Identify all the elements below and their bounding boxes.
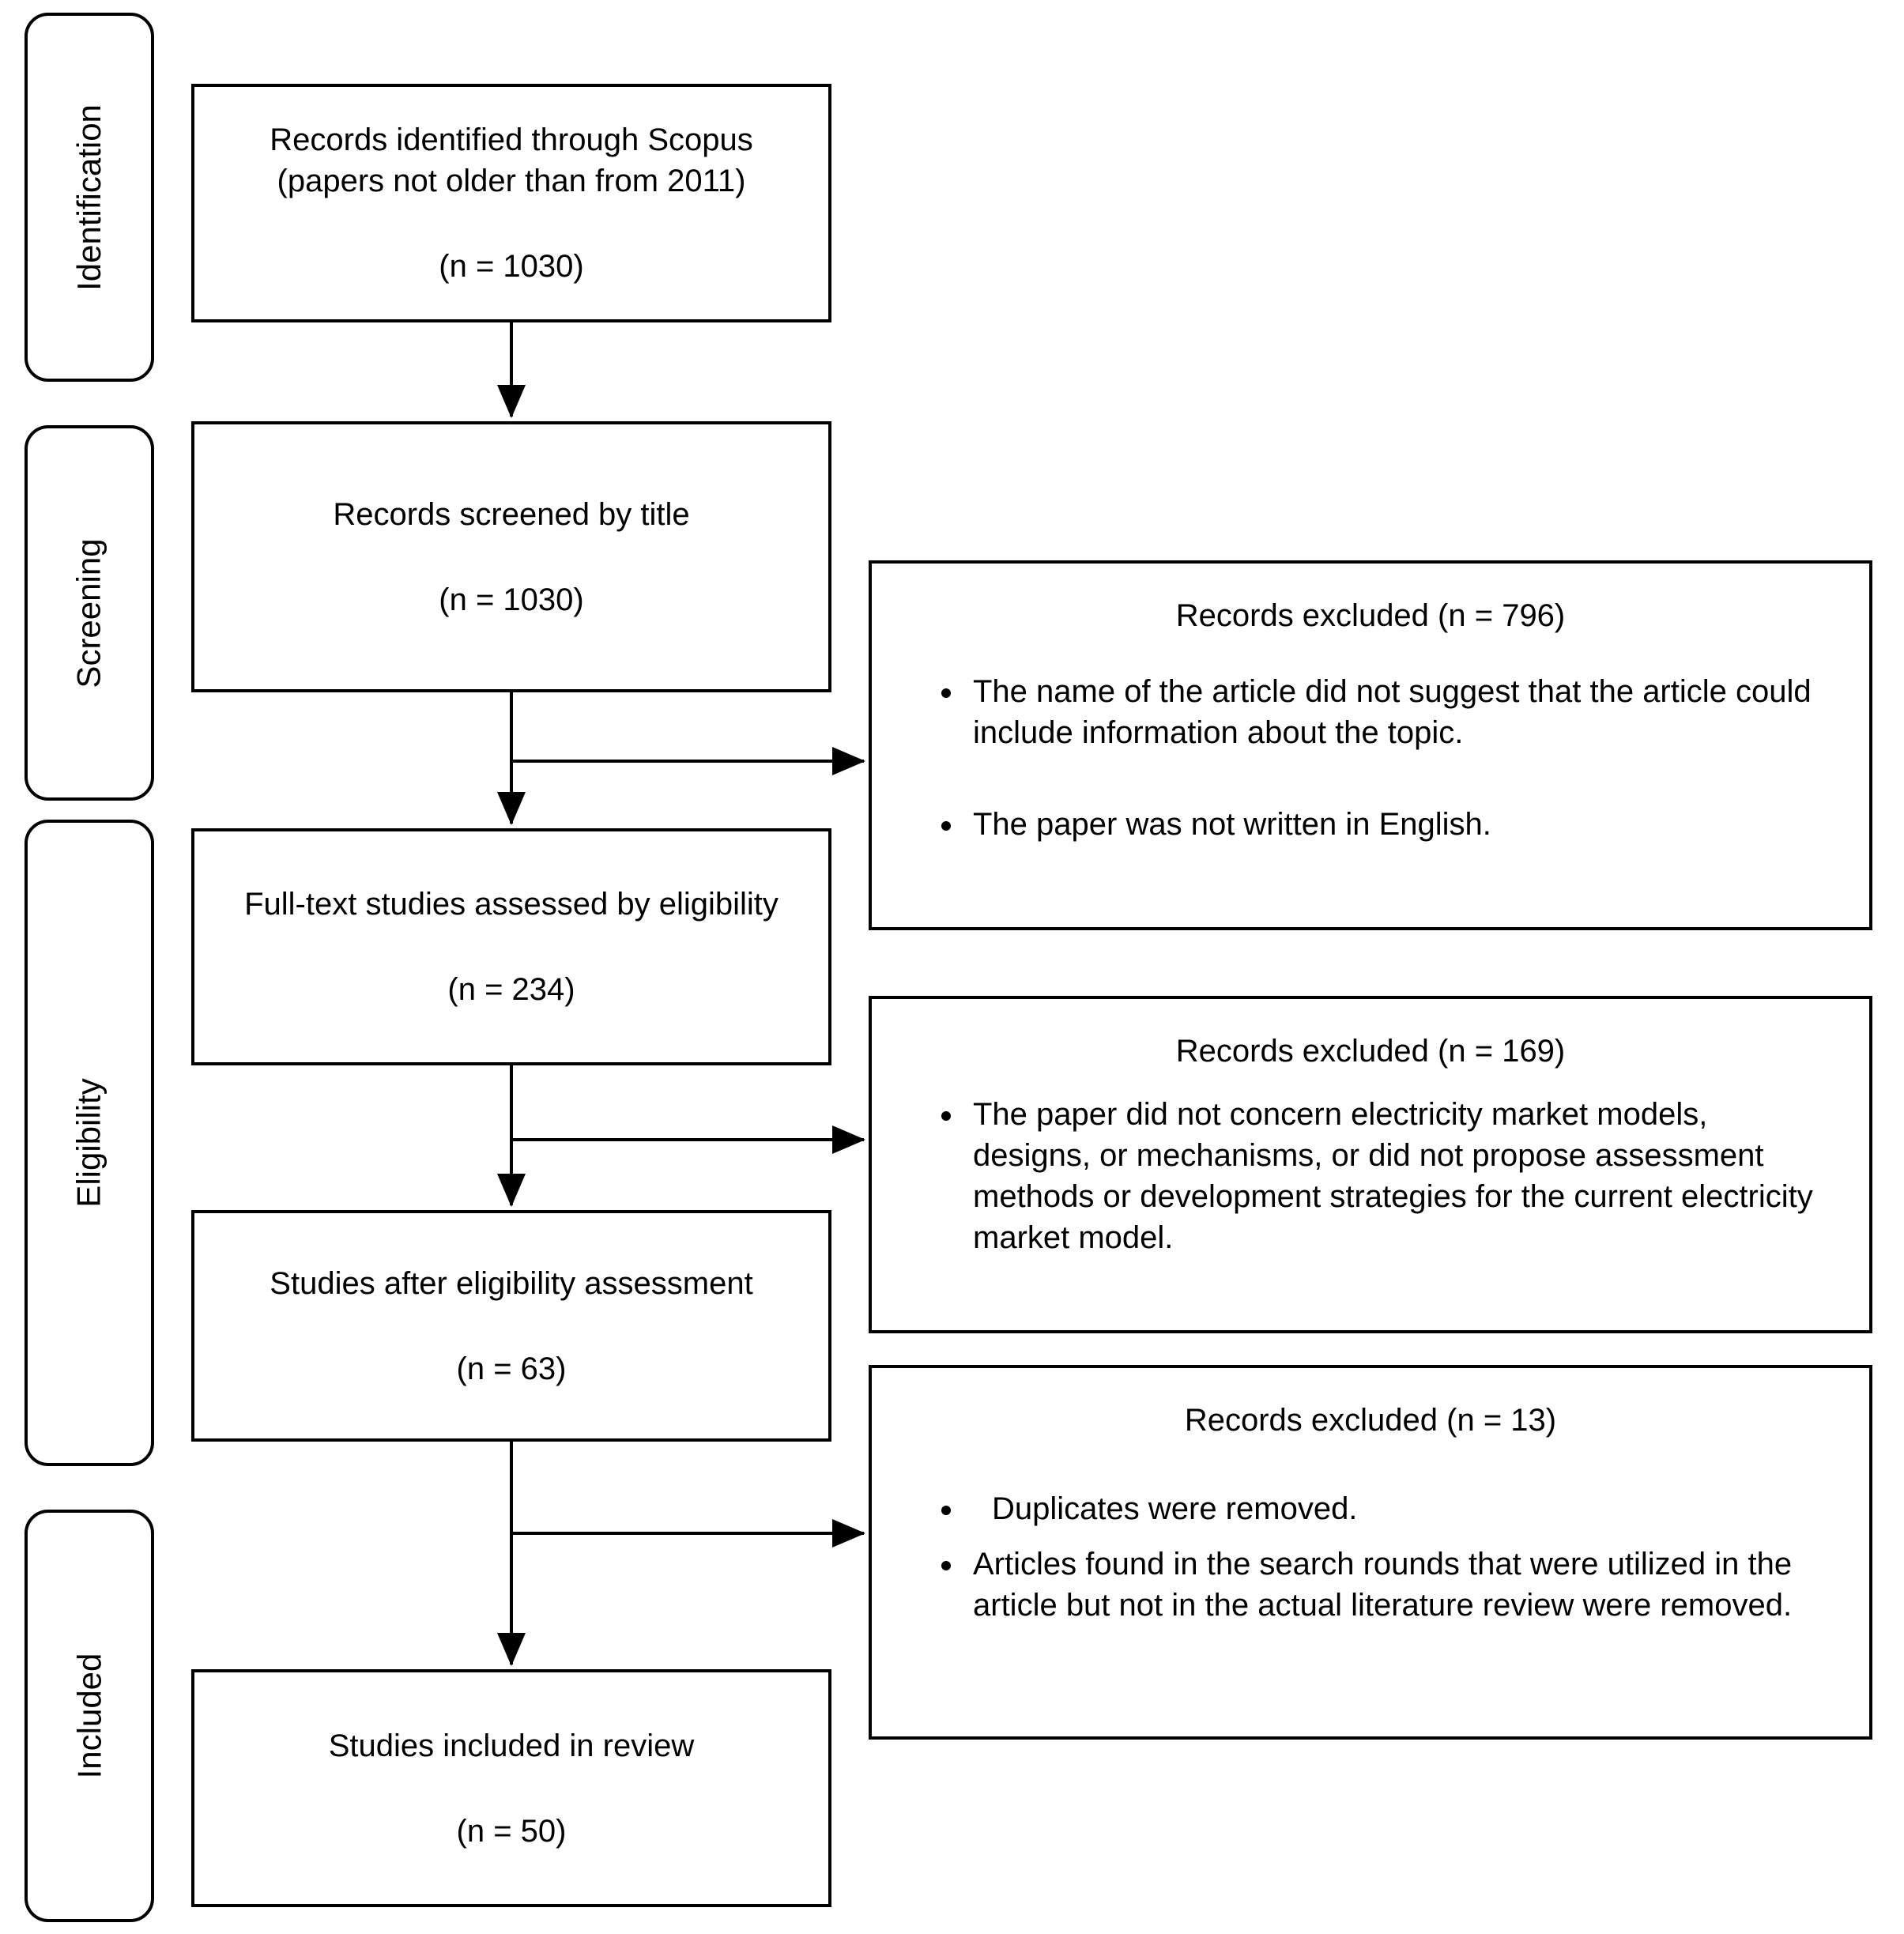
flow-box-included-in-review [191, 1669, 831, 1907]
stage-included-label: Included [70, 1653, 108, 1779]
exclusion-bullet-list [908, 1094, 1833, 1258]
flow-box-count: (n = 50) [456, 1813, 567, 1849]
exclusion-box-title: Records excluded (n = 169) [1175, 1034, 1566, 1069]
stage-identification-label: Identification [70, 104, 108, 291]
exclusion-bullet: • The paper was not written in English. [965, 804, 1833, 845]
stage-screening [25, 425, 154, 801]
flow-box-label: Full-text studies assessed by eligibility [244, 887, 779, 922]
flow-box-records-identified [191, 84, 831, 322]
stage-screening-label: Screening [70, 537, 107, 688]
flow-box-after-eligibility [191, 1210, 831, 1442]
exclusion-bullet-list [908, 1488, 1833, 1626]
stage-included [25, 1510, 154, 1922]
exclusion-bullet: • Articles found in the search rounds that were utilized in the article but not in the actual literature review were removed. [965, 1544, 1833, 1626]
flow-box-label: Records screened by title [333, 496, 690, 532]
flow-box-label: Studies included in review [328, 1728, 695, 1763]
stage-identification [25, 13, 154, 382]
exclusion-box-796 [869, 560, 1872, 930]
flow-box-count: (n = 1030) [439, 582, 584, 617]
exclusion-bullet: • Duplicates were removed. [965, 1488, 1833, 1529]
exclusion-box-title: Records excluded (n = 13) [1184, 1403, 1557, 1438]
exclusion-bullet-list [908, 671, 1833, 845]
flow-box-count: (n = 234) [447, 972, 575, 1007]
exclusion-bullet: • The paper did not concern electricity market models, designs, or mechanisms, or did not propose assessment methods or development strategies for the current electricity market model. [965, 1094, 1833, 1258]
flow-box-fulltext-assessed [191, 828, 831, 1065]
exclusion-box-169 [869, 996, 1872, 1333]
exclusion-box-title: Records excluded (n = 796) [1175, 598, 1566, 633]
flow-box-count: (n = 1030) [439, 249, 584, 284]
flow-box-label: Records identified through Scopus (papers not older than from 2011) [270, 123, 753, 198]
flow-box-label: Studies after eligibility assessment [270, 1265, 753, 1301]
exclusion-bullet: • The name of the article did not suggest that the article could include information about the topic. [965, 671, 1833, 753]
flow-box-count: (n = 63) [456, 1351, 567, 1386]
flow-box-records-screened [191, 421, 831, 692]
stage-eligibility [25, 820, 154, 1466]
stage-eligibility-label: Eligibility [70, 1078, 108, 1208]
exclusion-box-13 [869, 1365, 1872, 1740]
